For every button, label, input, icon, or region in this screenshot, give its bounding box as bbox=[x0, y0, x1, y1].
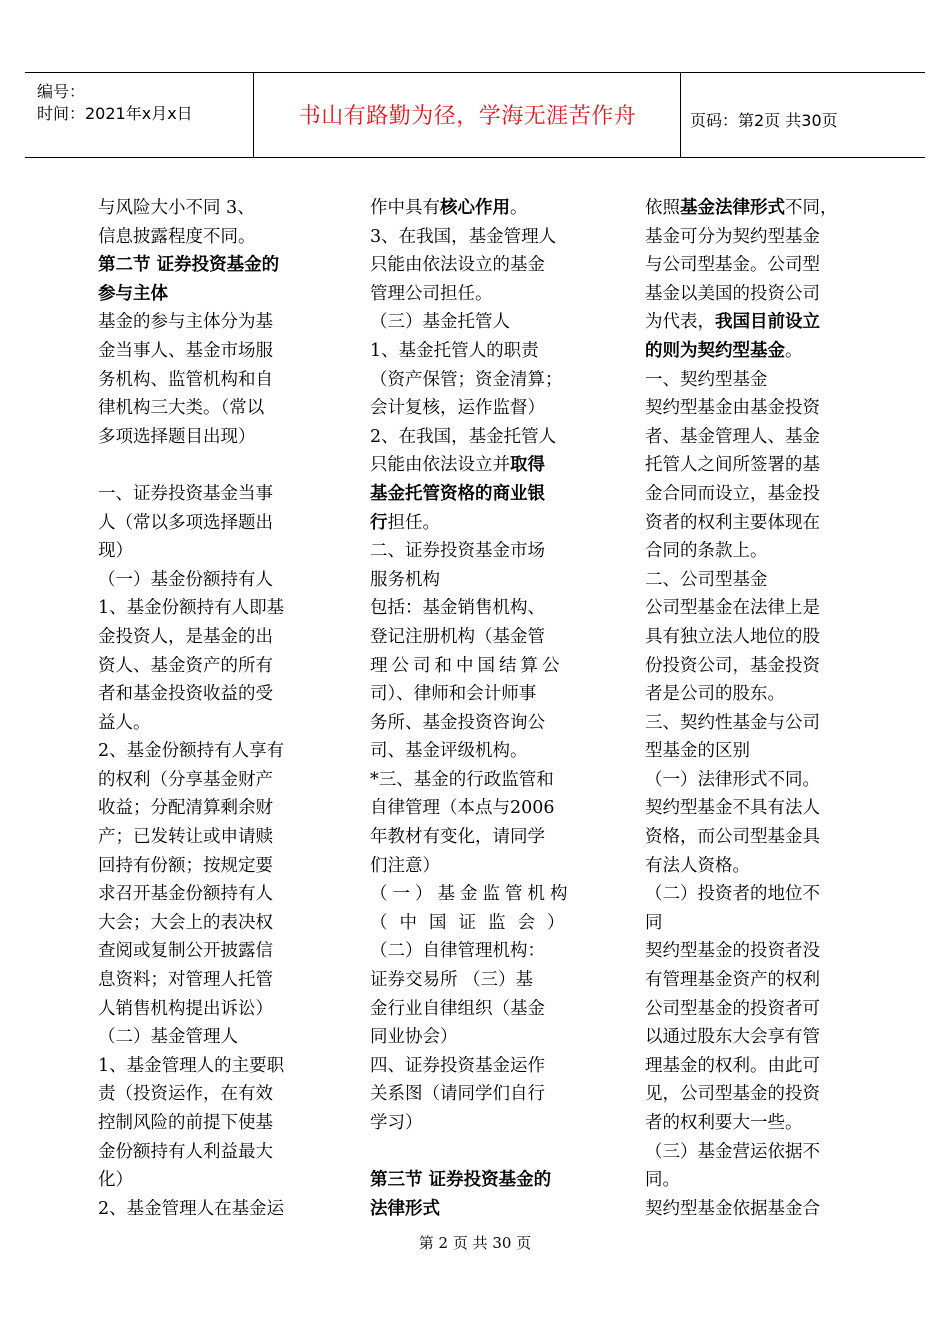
text-line: 登记注册机构（基金管 bbox=[370, 626, 545, 647]
section-heading: 参与主体 bbox=[98, 283, 168, 304]
text-line: （一）基金监管机构 bbox=[370, 884, 573, 905]
text-line: 服务机构 bbox=[370, 569, 440, 590]
text-run: 依照 bbox=[645, 198, 680, 218]
text-line: 型基金的区别 bbox=[645, 741, 750, 762]
text-line: 益人。 bbox=[98, 712, 151, 733]
text-run: 只能由依法设立并 bbox=[370, 455, 510, 476]
text-line: 公司型基金在法律上是 bbox=[645, 598, 820, 619]
page-footer: 第 2 页 共 30 页 bbox=[418, 1234, 532, 1252]
text-run: 为代表， bbox=[645, 312, 715, 333]
text-line: （中国证监会） bbox=[370, 912, 577, 933]
text-line: 人销售机构提出诉讼） bbox=[98, 998, 273, 1019]
text-line bbox=[645, 308, 865, 337]
text-line: 同 bbox=[645, 912, 663, 933]
text-line: 二、公司型基金 bbox=[645, 569, 768, 590]
text-line: （二）自律管理机构： bbox=[370, 941, 545, 962]
text-line: （资产保管；资金清算； bbox=[370, 369, 563, 390]
text-line: 金行业自律组织（基金 bbox=[370, 998, 545, 1019]
text-column-3 bbox=[645, 194, 865, 1223]
text-column-2 bbox=[370, 194, 590, 1223]
number-label: 编号： bbox=[37, 82, 86, 101]
text-line: 只能由依法设立的基金 bbox=[370, 255, 545, 276]
text-line: 金合同而设立，基金投 bbox=[645, 483, 820, 504]
text-line: 务所、基金投资咨询公 bbox=[370, 712, 545, 733]
text-line: 契约型基金由基金投资 bbox=[645, 398, 820, 419]
text-line: 资格，而公司型基金具 bbox=[645, 827, 820, 848]
section-heading: 第二节 证券投资基金的 bbox=[98, 255, 280, 276]
text-line: 2、在我国，基金托管人 bbox=[370, 426, 557, 447]
text-column-1 bbox=[98, 194, 318, 1223]
page-code: 页码：第2页 共30页 bbox=[690, 111, 838, 130]
header-motto: 书山有路勤为径，学海无涯苦作舟 bbox=[298, 104, 637, 129]
text-line: 务机构、监管机构和自 bbox=[98, 369, 273, 390]
text-line: （三）基金托管人 bbox=[370, 312, 510, 333]
text-line: 资人、基金资产的所有 bbox=[98, 655, 273, 676]
text-line: 托管人之间所签署的基 bbox=[645, 455, 820, 476]
text-line bbox=[645, 337, 865, 366]
text-line: 律机构三大类。（常以 bbox=[98, 398, 265, 419]
text-line: 理公司和中国结算公 bbox=[370, 655, 564, 676]
text-line: 一、契约型基金 bbox=[645, 369, 768, 390]
text-line: 司、基金评级机构。 bbox=[370, 741, 528, 762]
text-line: 者的权利要大一些。 bbox=[645, 1113, 803, 1133]
text-line: 基金的参与主体分为基 bbox=[98, 312, 273, 333]
text-line: （三）基金营运依据不 bbox=[645, 1141, 820, 1162]
text-run: 不同， bbox=[785, 198, 838, 218]
text-line: 会计复核，运作监督） bbox=[370, 398, 545, 419]
text-line: 收益；分配清算剩余财 bbox=[98, 798, 273, 819]
header-divider-left bbox=[253, 73, 254, 157]
time-label: 时间：2021年x月x日 bbox=[37, 104, 193, 123]
text-line: 信息披露程度不同。 bbox=[98, 226, 256, 247]
text-line: 管理公司担任。 bbox=[370, 283, 493, 304]
text-line: 理基金的权利。由此可 bbox=[645, 1055, 820, 1076]
text-line: 人（常以多项选择题出 bbox=[98, 512, 273, 533]
text-line: 一、证券投资基金当事 bbox=[98, 483, 273, 504]
text-line: 同业协会） bbox=[370, 1027, 458, 1048]
text-line: 的权利（分享基金财产 bbox=[98, 769, 273, 790]
text-line: 基金以美国的投资公司 bbox=[645, 283, 820, 304]
text-line: 二、证券投资基金市场 bbox=[370, 541, 545, 562]
bold-run: 我国目前设立 bbox=[715, 312, 820, 333]
header-divider-right bbox=[680, 73, 681, 157]
text-line: 产；已发转让或申请赎 bbox=[98, 827, 273, 848]
text-line: 多项选择题目出现） bbox=[98, 426, 256, 447]
blank-line bbox=[98, 451, 318, 480]
text-line: 2、基金管理人在基金运 bbox=[98, 1198, 285, 1219]
text-line: 合同的条款上。 bbox=[645, 541, 768, 562]
text-run: 担任。 bbox=[387, 512, 440, 533]
text-line: 者、基金管理人、基金 bbox=[645, 426, 820, 447]
bold-run: 核心作用 bbox=[440, 198, 510, 218]
text-line: 年教材有变化，请同学 bbox=[370, 827, 545, 848]
text-line: 者和基金投资收益的受 bbox=[98, 684, 273, 705]
text-line: （一）法律形式不同。 bbox=[645, 769, 820, 790]
text-line: （二）基金管理人 bbox=[98, 1027, 238, 1048]
text-line: 与风险大小不同 3、 bbox=[98, 198, 255, 218]
text-line: 息资料；对管理人托管 bbox=[98, 970, 273, 991]
text-line bbox=[370, 509, 590, 538]
text-line: 契约型基金不具有法人 bbox=[645, 798, 820, 819]
text-line: 基金可分为契约型基金 bbox=[645, 226, 820, 247]
text-line: 见，公司型基金的投资 bbox=[645, 1084, 820, 1105]
text-line: 资者的权利主要体现在 bbox=[645, 512, 820, 533]
text-line: （二）投资者的地位不 bbox=[645, 884, 820, 905]
text-line: 学习） bbox=[370, 1113, 423, 1133]
text-line: *三、基金的行政监管和 bbox=[370, 769, 554, 790]
text-line: 包括：基金销售机构、 bbox=[370, 598, 545, 619]
section-heading: 法律形式 bbox=[370, 1198, 440, 1219]
text-line: 大会；大会上的表决权 bbox=[98, 912, 273, 933]
text-line: 关系图（请同学们自行 bbox=[370, 1084, 545, 1105]
text-line: 金投资人，是基金的出 bbox=[98, 626, 273, 647]
text-run: 。 bbox=[785, 340, 803, 361]
text-line bbox=[370, 194, 590, 223]
bold-run: 基金法律形式 bbox=[680, 198, 785, 218]
text-line: 控制风险的前提下使基 bbox=[98, 1113, 273, 1133]
text-line: 回持有份额；按规定要 bbox=[98, 855, 273, 876]
text-line: 者是公司的股东。 bbox=[645, 684, 785, 705]
text-line: 金当事人、基金市场服 bbox=[98, 340, 273, 361]
text-line: 三、契约性基金与公司 bbox=[645, 712, 820, 733]
text-line bbox=[370, 451, 590, 480]
text-line: 1、基金份额持有人即基 bbox=[98, 598, 285, 619]
text-line: 1、基金托管人的职责 bbox=[370, 340, 539, 361]
text-run: 作中具有 bbox=[370, 198, 440, 218]
text-line: 具有独立法人地位的股 bbox=[645, 626, 820, 647]
text-line: 基金托管资格的商业银 bbox=[370, 483, 545, 504]
blank-line bbox=[370, 1138, 590, 1167]
text-line: 以通过股东大会享有管 bbox=[645, 1027, 820, 1048]
text-line: 责（投资运作，在有效 bbox=[98, 1084, 273, 1105]
text-line: 化） bbox=[98, 1170, 133, 1191]
text-line: （一）基金份额持有人 bbox=[98, 569, 273, 590]
text-line: 同。 bbox=[645, 1170, 680, 1191]
text-line: 证券交易所 （三）基 bbox=[370, 970, 534, 991]
bold-run: 的则为契约型基金 bbox=[645, 340, 785, 361]
text-line: 公司型基金的投资者可 bbox=[645, 998, 820, 1019]
header-meta bbox=[37, 81, 193, 125]
text-line: 现） bbox=[98, 541, 133, 562]
text-line: 有管理基金资产的权利 bbox=[645, 970, 820, 991]
text-line: 契约型基金依据基金合 bbox=[645, 1198, 820, 1219]
text-line: 有法人资格。 bbox=[645, 855, 750, 876]
text-line: 求召开基金份额持有人 bbox=[98, 884, 273, 905]
text-line: 2、基金份额持有人享有 bbox=[98, 741, 285, 762]
text-line: 金份额持有人利益最大 bbox=[98, 1141, 273, 1162]
text-line bbox=[645, 194, 865, 223]
bold-run: 行 bbox=[370, 512, 388, 533]
section-heading: 第三节 证券投资基金的 bbox=[370, 1170, 552, 1191]
text-line: 契约型基金的投资者没 bbox=[645, 941, 820, 962]
text-line: 自律管理（本点与2006 bbox=[370, 798, 555, 819]
text-run: 。 bbox=[510, 198, 528, 218]
text-line: 四、证券投资基金运作 bbox=[370, 1055, 545, 1076]
text-line: 3、在我国，基金管理人 bbox=[370, 226, 557, 247]
text-line: 们注意） bbox=[370, 855, 440, 876]
text-line: 司）、律师和会计师事 bbox=[370, 684, 537, 705]
text-line: 与公司型基金。公司型 bbox=[645, 255, 820, 276]
text-line: 份投资公司，基金投资 bbox=[645, 655, 820, 676]
bold-run: 取得 bbox=[510, 455, 545, 476]
document-header bbox=[25, 72, 925, 158]
text-line: 1、基金管理人的主要职 bbox=[98, 1055, 285, 1076]
text-line: 查阅或复制公开披露信 bbox=[98, 941, 273, 962]
